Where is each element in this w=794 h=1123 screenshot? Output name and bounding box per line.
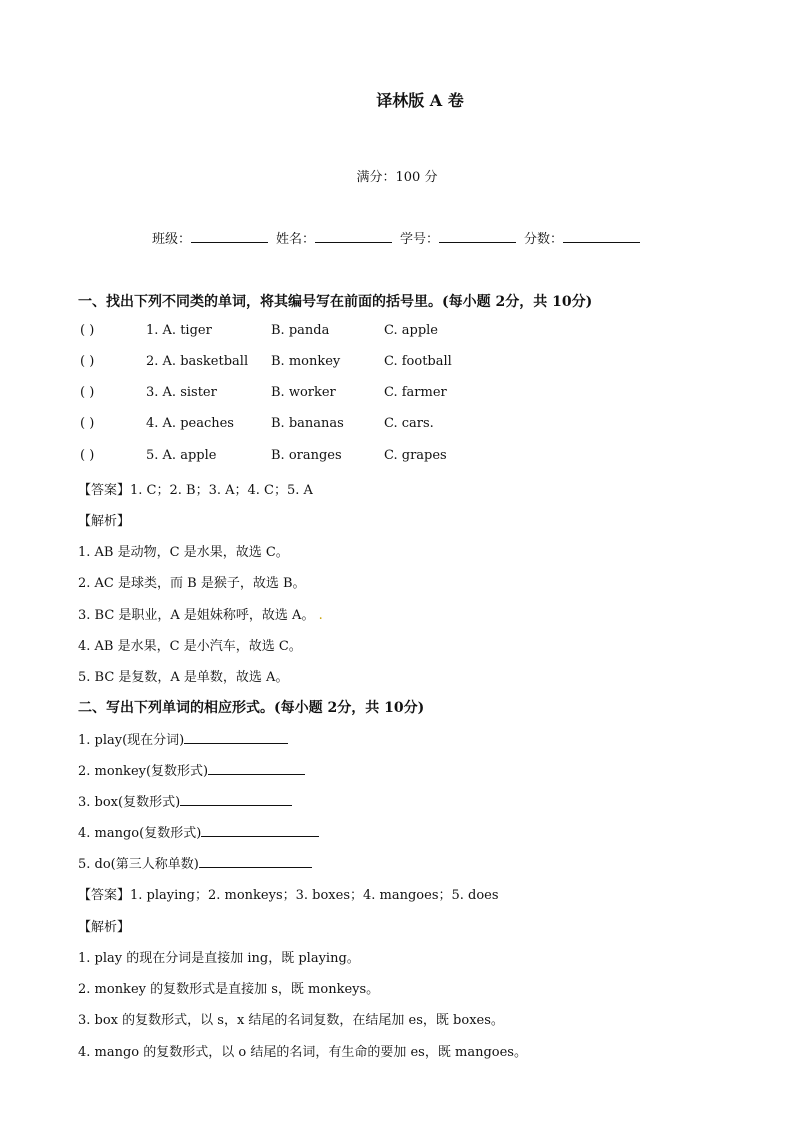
- fill-item: [78, 729, 288, 748]
- class-label: 班级：: [152, 232, 192, 247]
- fill-item-prompt: 2. monkey(复数形式): [78, 764, 209, 779]
- section2-heading: 二、写出下列单词的相应形式。(每小题 2分，共 10分): [78, 700, 425, 716]
- fill-blank[interactable]: [201, 822, 319, 837]
- name-label: 姓名：: [276, 232, 316, 247]
- option-b: B. bananas: [271, 416, 344, 431]
- fill-item-prompt: 5. do(第三人称单数): [78, 857, 199, 872]
- analysis-line: 2. monkey 的复数形式是直接加 s，既 monkeys。: [78, 982, 380, 997]
- answer-parentheses[interactable]: ( ): [80, 448, 95, 463]
- section1-analysis-label: 【解析】: [78, 514, 131, 529]
- fill-item: [78, 791, 292, 810]
- student-id-label: 学号：: [400, 232, 440, 247]
- analysis-line: 4. mango 的复数形式，以 o 结尾的名词，有生命的要加 es，既 mangoes。: [78, 1045, 527, 1060]
- full-score: 满分：100 分: [356, 170, 438, 185]
- answer-parentheses[interactable]: ( ): [80, 385, 95, 400]
- fill-item-prompt: 1. play(现在分词): [78, 733, 185, 748]
- fill-item: [78, 822, 319, 841]
- answer-parentheses[interactable]: ( ): [80, 323, 95, 338]
- answer-parentheses[interactable]: ( ): [80, 416, 95, 431]
- page-title: 译林版 A 卷: [376, 91, 464, 110]
- fill-blank[interactable]: [208, 760, 305, 775]
- option-a: 4. A. peaches: [146, 416, 234, 431]
- student-id-field[interactable]: [400, 228, 516, 247]
- option-c: C. farmer: [384, 385, 447, 400]
- fill-item: [78, 760, 305, 779]
- class-field[interactable]: [152, 228, 268, 247]
- fill-item: [78, 853, 312, 872]
- fill-blank[interactable]: [180, 791, 292, 806]
- student-id-blank[interactable]: [439, 228, 516, 243]
- analysis-line: 2. AC 是球类，而 B 是猴子，故选 B。: [78, 576, 306, 591]
- option-a: 1. A. tiger: [146, 323, 212, 338]
- analysis-line: 1. play 的现在分词是直接加 ing，既 playing。: [78, 951, 360, 966]
- score-label: 分数：: [524, 232, 564, 247]
- student-info-row: [152, 228, 648, 247]
- stray-dot-mark: .: [318, 608, 323, 623]
- section2-answer: 【答案】1. playing；2. monkeys；3. boxes；4. mangoes；5. does: [78, 888, 499, 903]
- option-c: C. cars.: [384, 416, 434, 431]
- option-c: C. grapes: [384, 448, 447, 463]
- section2-analysis-label: 【解析】: [78, 920, 131, 935]
- analysis-line: 3. BC 是职业，A 是姐妹称呼，故选 A。: [78, 608, 315, 623]
- score-blank[interactable]: [563, 228, 640, 243]
- fill-blank[interactable]: [184, 729, 288, 744]
- score-field[interactable]: [524, 228, 640, 247]
- option-c: C. apple: [384, 323, 438, 338]
- analysis-line: 5. BC 是复数，A 是单数，故选 A。: [78, 670, 289, 685]
- option-c: C. football: [384, 354, 452, 369]
- name-field[interactable]: [276, 228, 392, 247]
- option-a: 2. A. basketball: [146, 354, 249, 369]
- option-b: B. panda: [271, 323, 330, 338]
- option-b: B. monkey: [271, 354, 341, 369]
- option-b: B. worker: [271, 385, 336, 400]
- analysis-line: 4. AB 是水果，C 是小汽车，故选 C。: [78, 639, 302, 654]
- answer-parentheses[interactable]: ( ): [80, 354, 95, 369]
- section1-answer: 【答案】1. C；2. B；3. A；4. C；5. A: [78, 483, 313, 498]
- class-blank[interactable]: [191, 228, 268, 243]
- analysis-line-wrapper: [78, 604, 323, 623]
- option-a: 5. A. apple: [146, 448, 217, 463]
- fill-item-prompt: 3. box(复数形式): [78, 795, 181, 810]
- option-b: B. oranges: [271, 448, 342, 463]
- fill-item-prompt: 4. mango(复数形式): [78, 826, 202, 841]
- analysis-line: 3. box 的复数形式，以 s，x 结尾的名词复数，在结尾加 es，既 boxes。: [78, 1013, 504, 1028]
- section1-heading: 一、找出下列不同类的单词，将其编号写在前面的括号里。(每小题 2分，共 10分): [78, 294, 593, 310]
- name-blank[interactable]: [315, 228, 392, 243]
- option-a: 3. A. sister: [146, 385, 217, 400]
- analysis-line: 1. AB 是动物，C 是水果，故选 C。: [78, 545, 289, 560]
- fill-blank[interactable]: [199, 853, 312, 868]
